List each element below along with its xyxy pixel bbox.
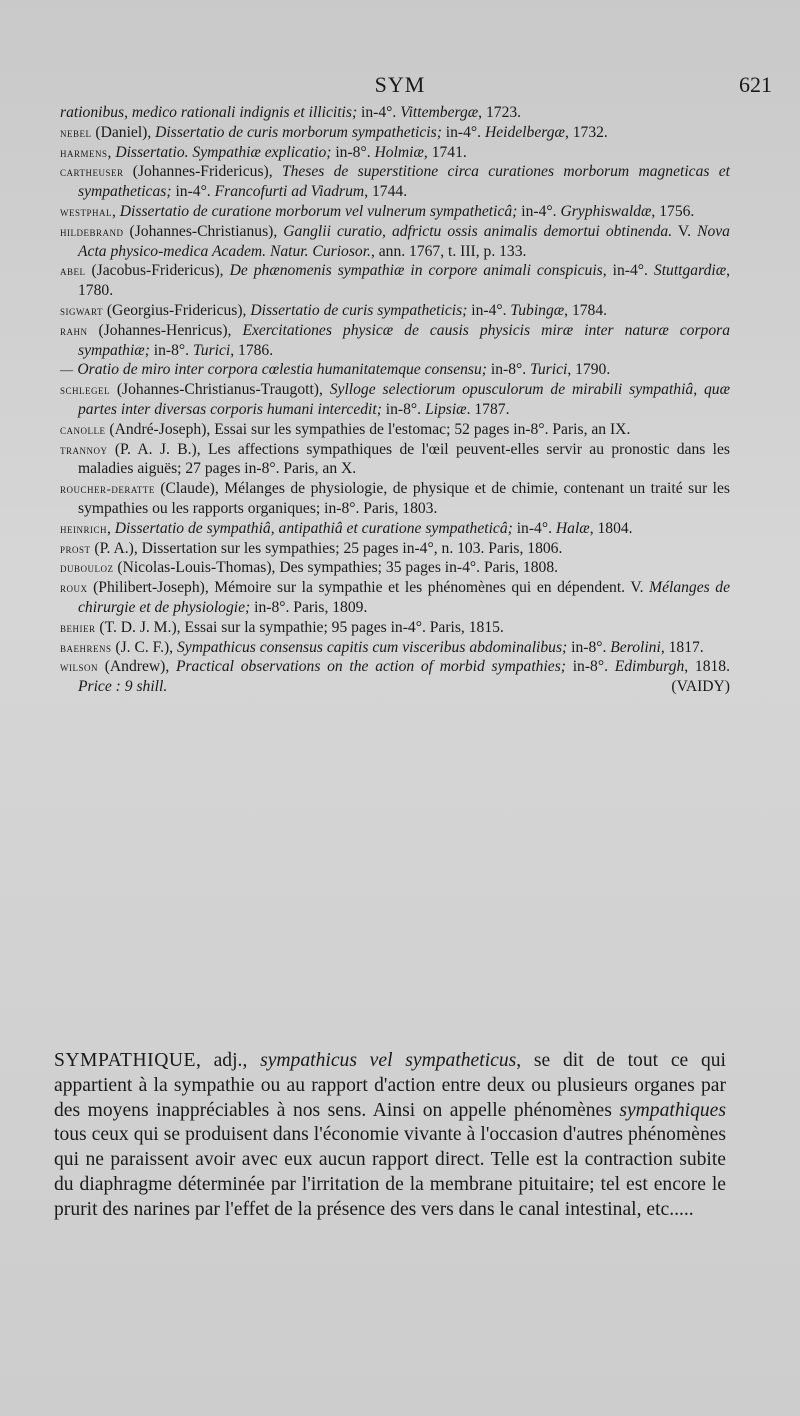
author-name: baehrens (60, 639, 112, 655)
author-info: (Georgius-Fridericus), (102, 301, 251, 319)
entry-details: V. (672, 222, 698, 240)
work-title: Dissertatio de curis sympatheticis; (250, 301, 468, 319)
work-title: Dissertatio de sympathiâ, antipathiâ et curatione sympatheticâ; (114, 519, 513, 537)
entry-details: in-4°. (441, 123, 485, 141)
publication-date: , 1817. (660, 638, 704, 656)
publication-place: Berolini (610, 638, 661, 656)
author-info: (André-Joseph), (105, 420, 215, 438)
author-info: (Johannes-Fridericus), (123, 163, 282, 181)
bibliography-entry (60, 261, 730, 301)
entry-details: in-8°. (149, 341, 193, 359)
entry-details: in-8°. Paris, 1809. (250, 598, 368, 616)
publication-date: , 1723. (478, 104, 522, 121)
definition-italic-term: sympathiques (619, 1099, 726, 1121)
publication-date: , ann. 1767, t. III, p. 133. (370, 242, 527, 260)
author-info: , (112, 202, 120, 220)
bibliography-entry (60, 657, 730, 697)
author-info: (Jacobus-Fridericus), (85, 262, 230, 280)
bibliography-entry (60, 301, 730, 321)
author-name: canolle (60, 421, 106, 437)
author-name: abel (60, 263, 86, 279)
author-info: (Nicolas-Louis-Thomas), (113, 559, 280, 577)
author-info: , (107, 519, 115, 537)
bibliography-entry (60, 420, 730, 440)
publication-place: Turici (192, 341, 231, 359)
bibliography-entry (60, 162, 730, 202)
publication-date: , 1804. (589, 519, 633, 537)
publication-date: , 1818. (684, 658, 730, 676)
bibliography-list (60, 103, 730, 697)
author-info: (P. A. J. B.), (107, 440, 208, 458)
running-head: SYM (374, 72, 426, 97)
entry-details: in-4°. (512, 519, 556, 537)
publication-date: , 1790. (567, 361, 611, 379)
work-title: Exercitationes physicæ de causis physicis miræ inter naturæ corpora sympathiæ; (78, 321, 730, 359)
publication-place: Vittembergæ (400, 104, 479, 121)
definition-text-1: , se dit de tout ce qui appartient à la sympathie ou au rapport d'action entre deux ou plusieurs organes par des moyens inappréciables à nos sens. Ainsi on appelle phénomènes (54, 1050, 726, 1121)
publication-place: Tubingæ (510, 301, 565, 319)
author-name: behier (60, 619, 96, 635)
author-info: (Claude), (154, 480, 225, 498)
work-title: Dissertatio de curis morborum sympatheticis; (155, 123, 442, 141)
work-title: Dissertatio de curatione morborum vel vulnerum sympatheticâ; (119, 202, 518, 220)
author-info: (Johannes-Henricus), (87, 321, 243, 339)
publication-place: Stuttgardiæ (653, 262, 727, 280)
author-name: roux (60, 580, 88, 596)
entry-details: in-4°. (357, 104, 401, 121)
author-name: harmens (60, 144, 108, 160)
entry-text: Mémoire sur la sympathie et les phénomènes qui en dépendent. V. (214, 579, 650, 597)
bibliography-entry (60, 321, 730, 361)
entry-text: Essai sur la sympathie; 95 pages in-4°. Paris, 1815. (184, 618, 504, 636)
author-info: (Johannes-Christianus), (123, 222, 284, 240)
bibliography-entry (60, 578, 730, 618)
entry-details: in-8°. (487, 361, 531, 379)
work-title: Ganglii curatio, adfrictu ossis animalis demortui obtinenda. (283, 222, 673, 240)
publication-place: Gryphiswaldæ (560, 202, 652, 220)
entry-text: Des sympathies; 35 pages in-4°. Paris, 1808. (279, 559, 559, 577)
author-name: trannoy (60, 441, 108, 457)
author-name: hildebrand (60, 223, 124, 239)
author-info: , (107, 143, 116, 161)
definition-paragraph (54, 1049, 726, 1223)
author-info: (P. A.), (90, 539, 142, 557)
author-name: schlegel (60, 382, 110, 398)
publication-date: , 1741. (423, 143, 467, 161)
publication-place: Heidelbergæ (484, 123, 565, 141)
bibliography-entry (60, 222, 730, 262)
bibliography-entry (60, 539, 730, 559)
author-info: (T. D. J. M.), (95, 618, 185, 636)
entry-details: in-8°. (331, 143, 375, 161)
bibliography-entry (60, 202, 730, 222)
author-name: nebel (60, 124, 92, 140)
author-signature: (VAIDY) (671, 678, 730, 696)
bibliography-entry (60, 479, 730, 519)
entry-text: Mélanges de physiologie, de physique et de chimie, contenant un traité sur les sympathies ou les rapports organiques; in-8°. Paris, 1803. (78, 480, 730, 517)
publication-place: Lipsiæ (424, 400, 467, 418)
author-name: roucher-deratte (60, 481, 155, 497)
definition-block (54, 1049, 726, 1223)
author-info: (Johannes-Christianus-Traugott), (110, 381, 330, 399)
work-title: Sympathicus consensus capitis cum visceribus abdominalibus; (176, 638, 568, 656)
entry-text: Les affections sympathiques de l'œil peuvent-elles servir au pronostic dans les maladies aiguës; 27 pages in-8°. Paris, an X. (78, 440, 730, 478)
entry-details: , in-4°. (602, 262, 654, 280)
entry-text: Dissertation sur les sympathies; 25 pages in-4°, n. 103. Paris, 1806. (141, 539, 563, 557)
work-title: Oratio de miro inter corpora cœlestia humanitatemque consensu; (77, 361, 487, 379)
publication-date: , 1756. (651, 202, 695, 220)
author-name: heinrich (60, 520, 107, 536)
bibliography-entry (60, 618, 730, 638)
bibliography-entry (60, 519, 730, 539)
entry-text: Essai sur les sympathies de l'estomac; 52 pages in-8°. Paris, an IX. (214, 420, 631, 438)
work-title: Dissertatio. Sympathiæ explicatio; (115, 143, 332, 161)
part-of-speech: , adj., (195, 1050, 261, 1071)
author-name: wilson (60, 659, 98, 675)
bibliography-entry (60, 143, 730, 163)
bibliography-entry (60, 558, 730, 578)
author-name: cartheuser (60, 164, 124, 180)
bibliography-entry (60, 103, 730, 123)
publication-place: Edimburgh (614, 658, 685, 676)
publication-place: Nova Acta physico-medica Academ. Natur. Curiosor. (78, 222, 730, 260)
publication-place: Turici (530, 361, 568, 379)
publication-place: Francofurti ad Viadrum (214, 183, 365, 201)
publication-date: , 1744. (364, 183, 408, 201)
publication-date: . 1787. (466, 400, 510, 418)
work-title: Theses de superstitione circa curationes morborum magneticas et sympatheticas; (78, 163, 730, 201)
bibliography-entry (60, 380, 730, 420)
author-name: westphal (60, 203, 112, 219)
bibliography-entry (60, 440, 730, 480)
work-title: rationibus, medico rationali indignis et illicitis; (60, 104, 358, 121)
work-title: De phænomenis sympathiæ in corpore animali conspicuis (229, 262, 603, 280)
author-info: (Daniel), (91, 123, 156, 141)
author-name: — (60, 362, 74, 378)
work-title: Practical observations on the action of morbid sympathies; (175, 658, 566, 676)
author-name: prost (60, 540, 91, 556)
work-title: Sylloge selectiorum opusculorum de mirabili sympathiâ, quæ partes inter diversas corporis humani intercedit; (78, 381, 730, 418)
definition-text-2: tous ceux qui se produisent dans l'économie vivante à l'occasion d'autres phénomènes qui ne paraissent avoir avec eux aucun rapport direct. Telle est la contraction subite du diaphragme déterminée par l'irritation de la membrane pituitaire; tel est encore le prurit des narines par l'effet de la présence des vers dans le canal intestinal, etc..... (54, 1124, 726, 1220)
publication-date: , 1780. (78, 262, 731, 300)
headword: SYMPATHIQUE (54, 1050, 196, 1071)
price: Price : 9 shill. (78, 678, 168, 696)
author-info: (Andrew), (98, 658, 176, 676)
bibliography-entry (60, 360, 730, 380)
page-number: 621 (739, 72, 772, 97)
entry-details: in-4°. (467, 301, 511, 319)
entry-details: in-8°. (381, 400, 425, 418)
latin-equivalent: sympathicus vel sympatheticus (260, 1050, 517, 1071)
entry-details: in-4°. (171, 183, 215, 201)
page-header (0, 72, 800, 100)
publication-place: Holmiæ (374, 143, 424, 161)
entry-details: in-8°. (566, 658, 615, 676)
publication-place: Halæ (555, 519, 590, 537)
publication-date: , 1786. (230, 341, 274, 359)
bibliography-entry (60, 638, 730, 658)
entry-details: in-8°. (567, 638, 611, 656)
work-title: Mélanges de chirurgie et de physiologie; (78, 579, 730, 616)
author-name: rahn (60, 322, 88, 338)
entry-details: in-4°. (517, 202, 561, 220)
publication-date: , 1732. (564, 123, 608, 141)
author-info: (J. C. F.), (111, 638, 177, 656)
publication-date: , 1784. (564, 301, 608, 319)
author-info: (Philibert-Joseph), (87, 579, 215, 597)
author-name: dubouloz (60, 560, 114, 576)
bibliography-entry (60, 123, 730, 143)
author-name: sigwart (60, 302, 103, 318)
